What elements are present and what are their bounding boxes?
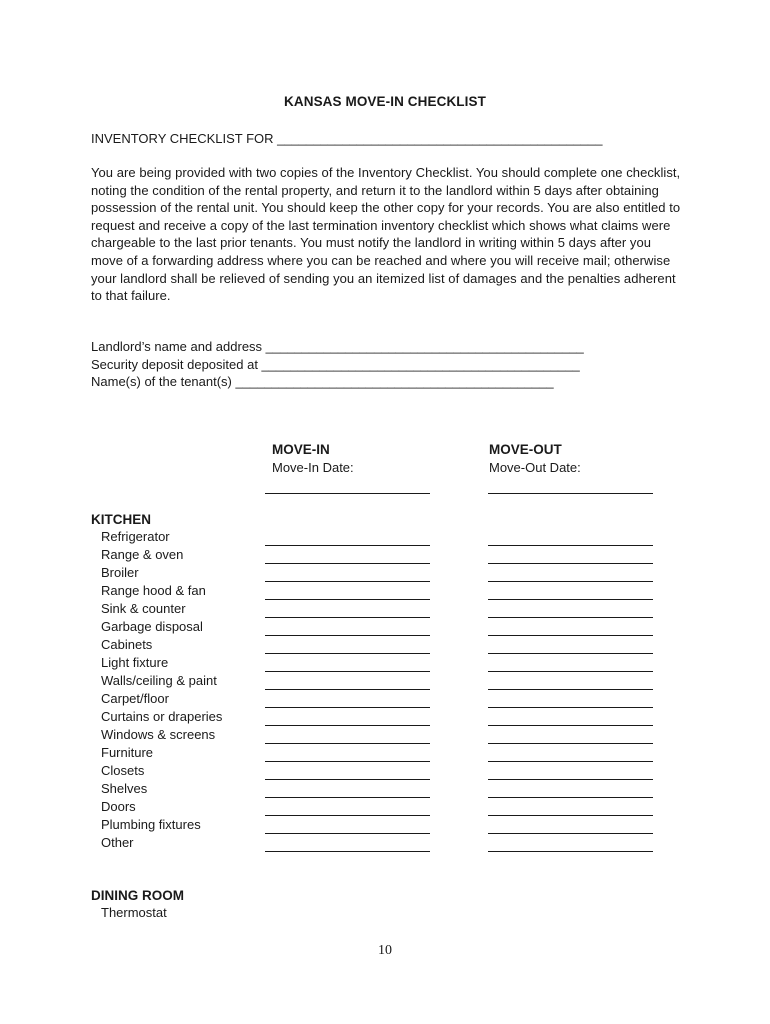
move-in-answer-line xyxy=(265,671,430,672)
intro-paragraph: You are being provided with two copies of the Inventory Checklist. You should complete one checklist, noting the condition of the rental property, and return it to the landlord within 5 days after obtaining possession of the rental unit. You should keep the other copy for your records. You are also entitled to request and receive a copy of the last termination inventory checklist which shows what claims were chargeable to the last prior tenants. You must notify the landlord in writing within 5 days after you move of a forwarding address where you can be reached and where you will receive mail; otherwise your landlord shall be relieved of sending you an itemized list of damages and the penalties adherent to that failure. xyxy=(91,165,681,304)
move-out-answer-line xyxy=(488,671,653,672)
kitchen-item: Garbage disposal xyxy=(101,619,203,634)
move-out-answer-line xyxy=(488,545,653,546)
kitchen-item: Furniture xyxy=(101,745,154,760)
move-out-date-line xyxy=(488,493,653,494)
kitchen-item: Range & oven xyxy=(101,547,184,562)
move-out-answer-line xyxy=(488,635,653,636)
kitchen-item: Doors xyxy=(101,799,136,814)
move-in-answer-line xyxy=(265,635,430,636)
document-title: KANSAS MOVE-IN CHECKLIST xyxy=(284,94,486,109)
move-in-answer-line xyxy=(265,851,430,852)
move-out-answer-line xyxy=(488,689,653,690)
kitchen-item: Plumbing fixtures xyxy=(101,817,201,832)
move-out-answer-line xyxy=(488,653,653,654)
inventory-checklist-for-field: INVENTORY CHECKLIST FOR _____________________________________________ xyxy=(91,131,603,146)
move-out-date-label: Move-Out Date: xyxy=(489,460,581,475)
page-number: 10 xyxy=(378,943,392,958)
move-in-answer-line xyxy=(265,725,430,726)
move-out-answer-line xyxy=(488,815,653,816)
kitchen-item: Walls/ceiling & paint xyxy=(101,673,217,688)
move-out-answer-line xyxy=(488,617,653,618)
kitchen-item: Closets xyxy=(101,763,145,778)
kitchen-item: Refrigerator xyxy=(101,529,170,544)
move-in-answer-line xyxy=(265,617,430,618)
kitchen-item: Range hood & fan xyxy=(101,583,206,598)
move-in-date-label: Move-In Date: xyxy=(272,460,354,475)
move-out-answer-line xyxy=(488,851,653,852)
move-in-answer-line xyxy=(265,563,430,564)
move-out-answer-line xyxy=(488,797,653,798)
kitchen-item: Shelves xyxy=(101,781,148,796)
move-in-answer-line xyxy=(265,599,430,600)
kitchen-heading: KITCHEN xyxy=(91,512,151,527)
move-out-heading: MOVE-OUT xyxy=(489,442,562,457)
move-in-answer-line xyxy=(265,779,430,780)
dining-room-item: Thermostat xyxy=(101,905,167,920)
move-in-answer-line xyxy=(265,743,430,744)
move-in-answer-line xyxy=(265,761,430,762)
move-out-answer-line xyxy=(488,743,653,744)
kitchen-item: Broiler xyxy=(101,565,139,580)
move-out-answer-line xyxy=(488,581,653,582)
move-in-answer-line xyxy=(265,815,430,816)
move-out-answer-line xyxy=(488,761,653,762)
kitchen-item: Light fixture xyxy=(101,655,169,670)
move-out-answer-line xyxy=(488,725,653,726)
move-out-answer-line xyxy=(488,707,653,708)
tenancy-fields xyxy=(91,338,584,391)
move-out-answer-line xyxy=(488,833,653,834)
move-in-answer-line xyxy=(265,797,430,798)
kitchen-item: Sink & counter xyxy=(101,601,186,616)
kitchen-item: Other xyxy=(101,835,134,850)
kitchen-item: Carpet/floor xyxy=(101,691,169,706)
move-in-answer-line xyxy=(265,545,430,546)
move-out-answer-line xyxy=(488,563,653,564)
kitchen-item: Cabinets xyxy=(101,637,153,652)
move-in-answer-line xyxy=(265,833,430,834)
move-in-answer-line xyxy=(265,581,430,582)
move-in-answer-line xyxy=(265,653,430,654)
move-in-heading: MOVE-IN xyxy=(272,442,330,457)
move-in-answer-line xyxy=(265,689,430,690)
kitchen-item: Curtains or draperies xyxy=(101,709,223,724)
move-in-date-line xyxy=(265,493,430,494)
dining-room-heading: DINING ROOM xyxy=(91,888,184,903)
kitchen-item: Windows & screens xyxy=(101,727,216,742)
move-in-answer-line xyxy=(265,707,430,708)
move-out-answer-line xyxy=(488,779,653,780)
landlord-name-field: Landlord’s name and address ____________________________________________ xyxy=(91,339,584,354)
move-out-answer-line xyxy=(488,599,653,600)
tenant-names-field: Name(s) of the tenant(s) ____________________________________________ xyxy=(91,374,554,390)
security-deposit-field: Security deposit deposited at ____________________________________________ xyxy=(91,356,580,372)
